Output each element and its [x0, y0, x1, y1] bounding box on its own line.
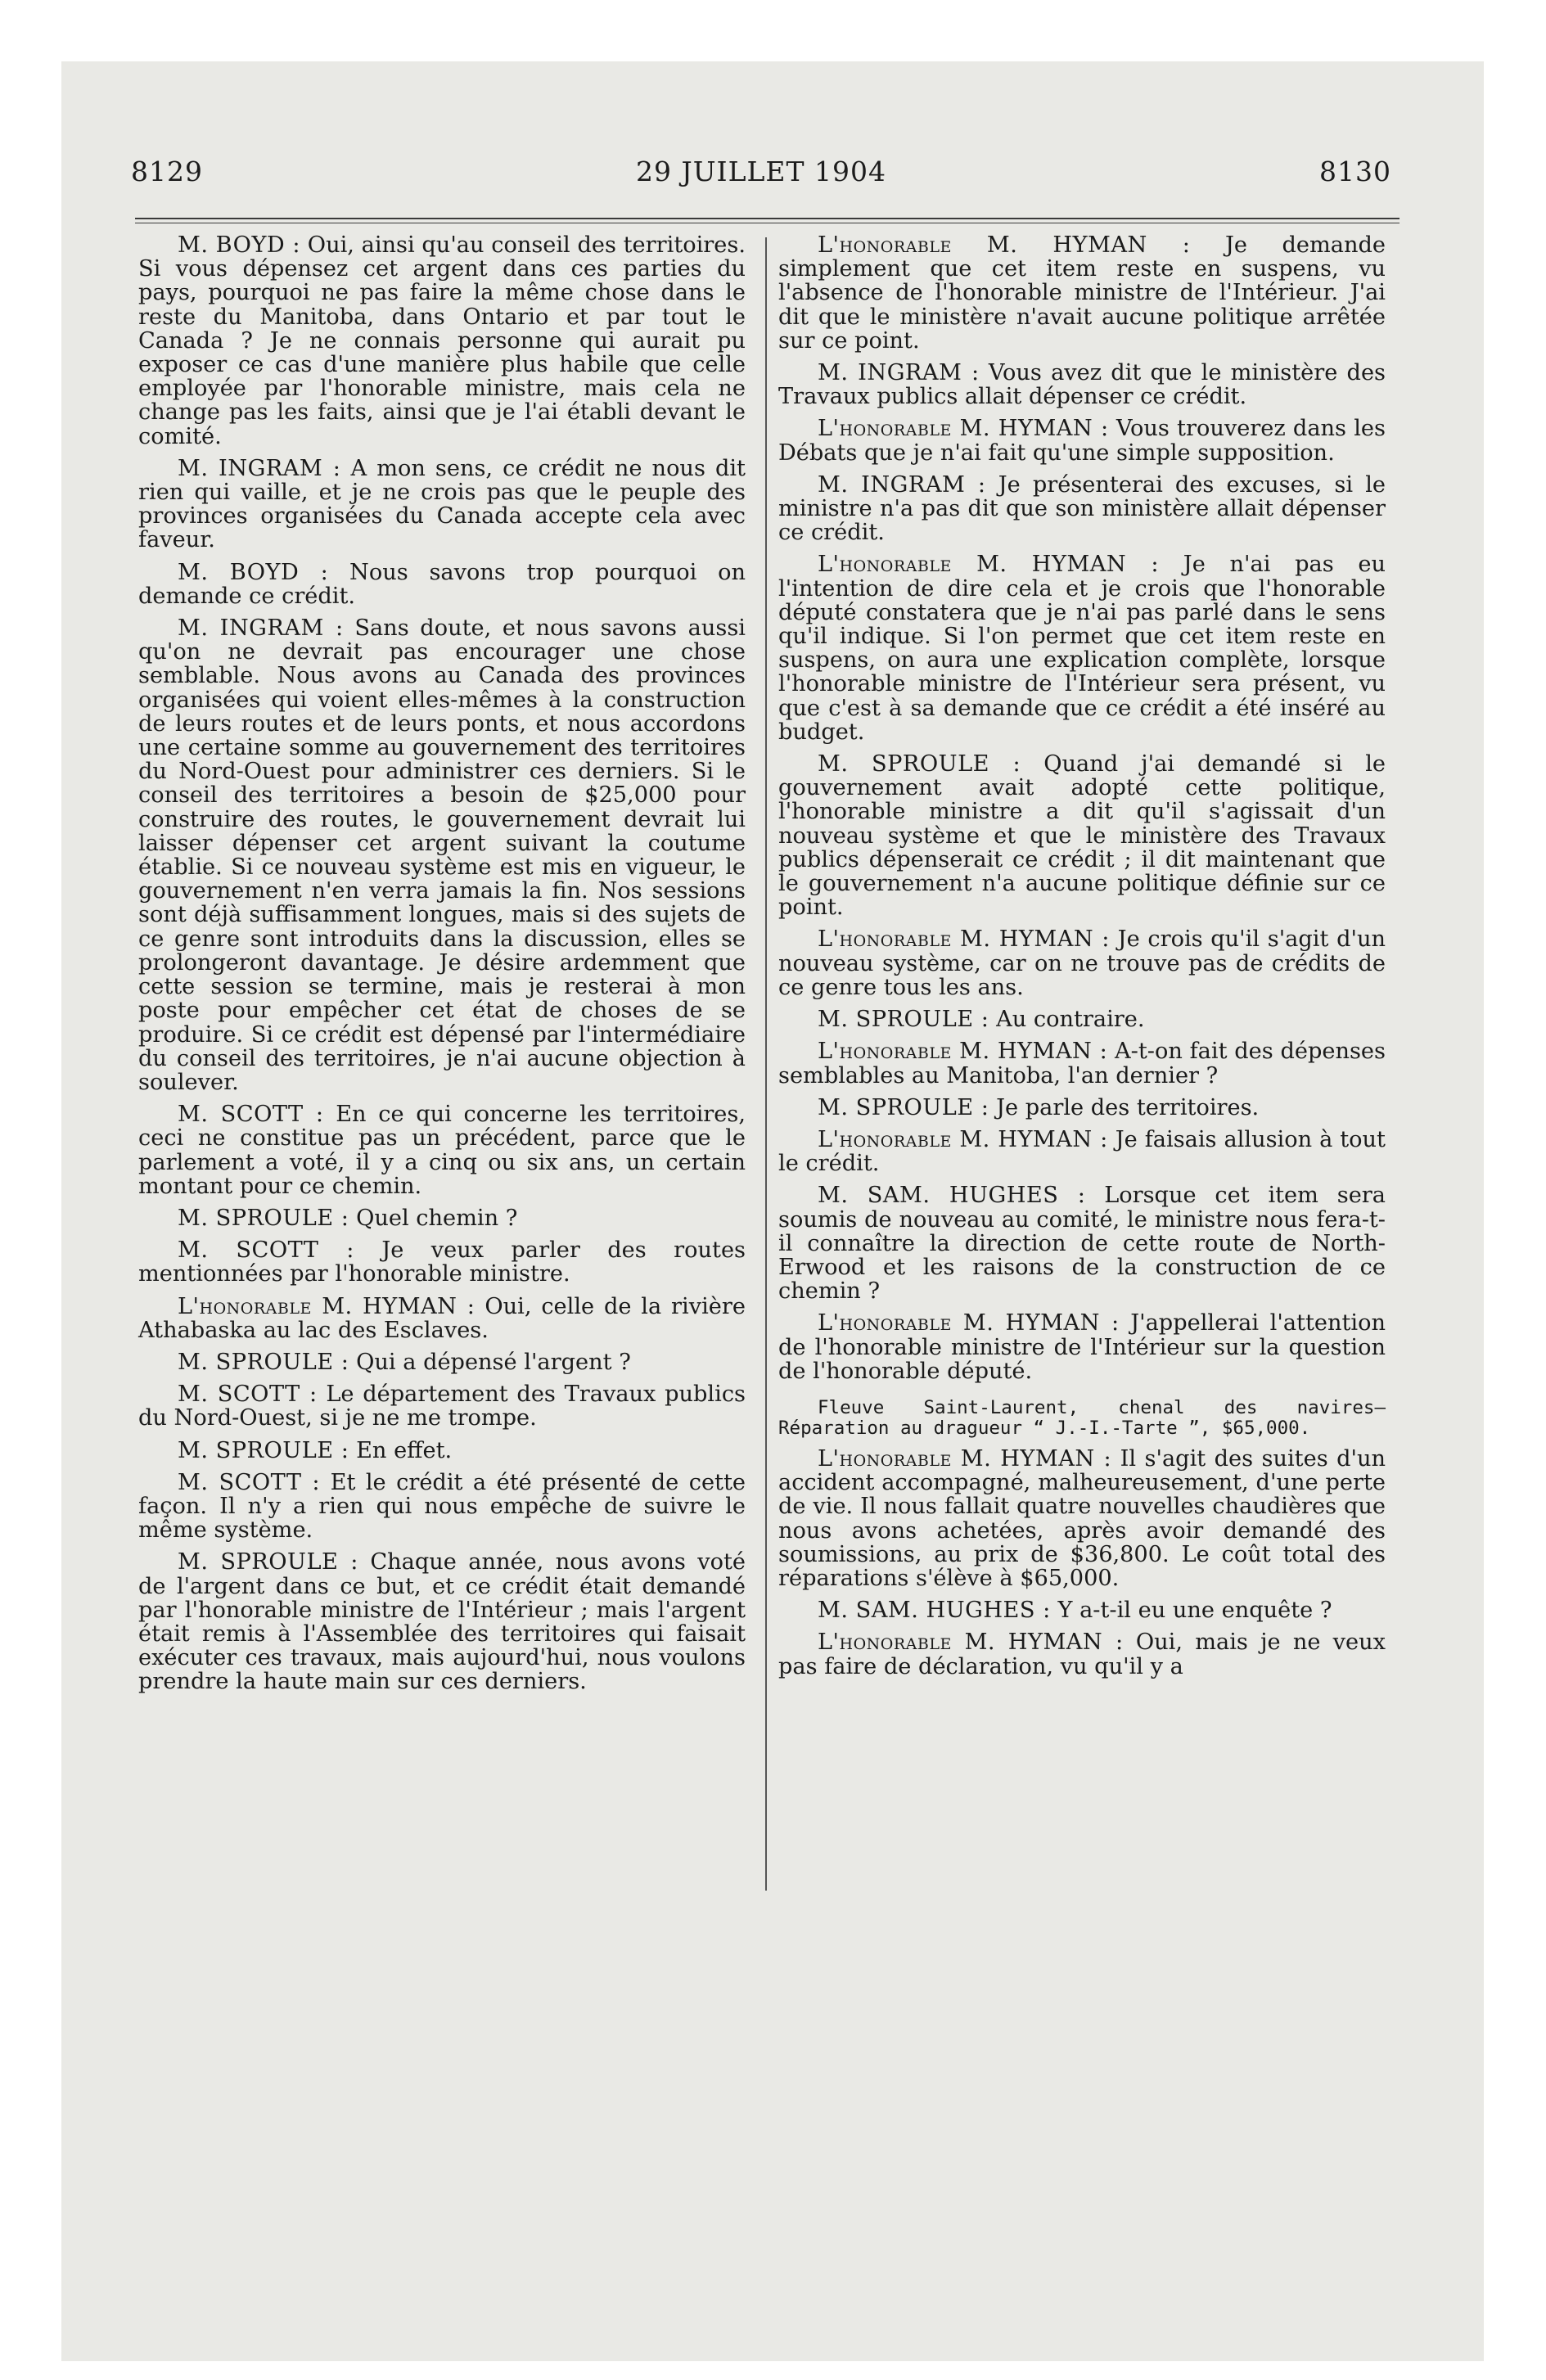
debate-paragraph [778, 1007, 1386, 1031]
debate-paragraph [778, 1598, 1386, 1622]
speaker-name: M. SPROULE : [818, 751, 1021, 778]
debate-paragraph [778, 752, 1386, 919]
speaker-name: M. SCOTT : [178, 1102, 324, 1128]
speaker-name: L'honorable M. HYMAN : [818, 1629, 1124, 1656]
debate-paragraph [778, 927, 1386, 999]
speech-text: Je crois qu'il s'agit d'un nouveau système, car on ne trouve pas de crédits de ce genre tous les ans. [778, 926, 1386, 1000]
debate-paragraph [138, 561, 746, 608]
debate-paragraph [778, 361, 1386, 408]
speech-text: Quand j'ai demandé si le gouvernement avait adopté cette politique, l'honorable ministre a dit qu'il s'agissait d'un nouveau système et que le ministère des Travaux publics dépenserait ce crédit ; il dit maintenant que le gouvernement n'a aucune politique définie sur ce point. [778, 751, 1386, 921]
speech-text: Vous trouverez dans les Débats que je n'ai fait qu'une simple supposition. [778, 416, 1386, 466]
header-rule-top [135, 218, 1400, 219]
debate-paragraph [138, 1350, 746, 1374]
speech-text: A mon sens, ce crédit ne nous dit rien qui vaille, et je ne crois pas que le peuple des provinces organisées du Canada accepte cela avec faveur. [138, 455, 746, 553]
speaker-name: L'honorable M. HYMAN : [178, 1293, 476, 1319]
speech-text: Je présenterai des excuses, si le ministre n'a pas dit que son ministère allait dépenser ce crédit. [778, 471, 1386, 546]
speaker-name: L'honorable M. HYMAN : [818, 552, 1160, 578]
speech-text: Sans doute, et nous savons aussi qu'on ne devrait pas encourager une chose semblable. Nous avons au Canada des provinces organisées qui voient elles-mêmes à la construction de leurs routes et de leurs ponts, et nous accordons une certaine somme au gouvernement des territoires du Nord-Ouest pour administrer ces derniers. Si le conseil des territoires a besoin de $25,000 pour construire des routes, le gouvernement devrait lui laisser dépenser cet argent suivant la coutume établie. Si ce nouveau système est mis en vigueur, le gouvernement n'en verra jamais la fin. Nos sessions sont déjà suffisamment longues, mais si des sujets de ce genre sont introduits dans la discussion, elles se prolongeront davantage. Je désire ardemment que cette session se termine, mais je resterai à mon poste pour empêcher cet état de choses de se produire. Si ce crédit est dépensé par l'intermédiaire du conseil des territoires, je n'ai aucune objection à soulever. [138, 615, 746, 1095]
speech-text: Chaque année, nous avons voté de l'argent dans ce but, et ce crédit était demandé par l'honorable ministre de l'Intérieur ; mais l'argent était remis à l'Assemblée des territoires qui faisait exécuter ces travaux, mais aujourd'hui, nous voulons prendre la haute main sur ces derniers. [138, 1549, 746, 1695]
page-number-right: 8130 [1319, 156, 1391, 187]
debate-paragraph [138, 1102, 746, 1198]
page-number-left: 8129 [131, 156, 203, 187]
speaker-name: L'honorable M. HYMAN : [818, 1445, 1112, 1472]
debate-paragraph [138, 1206, 746, 1230]
speaker-name: M. SPROULE : [818, 1094, 989, 1120]
speaker-name: M. INGRAM : [178, 455, 341, 481]
left-column [138, 233, 746, 1702]
speaker-name: L'honorable M. HYMAN : [818, 1310, 1120, 1336]
speech-text: Oui, ainsi qu'au conseil des territoires. Si vous dépensez cet argent dans ces parties du pays, pourquoi ne pas faire la même chose dans le reste du Manitoba, dans Ontario et par tout le Canada ? Je ne connais personne qui aurait pu exposer ce cas d'une manière plus habile que celle employée par l'honorable ministre, mais cela ne change pas les faits, ainsi que je l'ai établi devant le comité. [138, 232, 746, 449]
speaker-name: M. SCOTT : [178, 1469, 321, 1495]
speech-text: Vous avez dit que le ministère des Travaux publics allait dépenser ce crédit. [778, 360, 1386, 410]
speaker-name: L'honorable M. HYMAN : [818, 1039, 1108, 1065]
speech-text: Je parle des territoires. [996, 1094, 1260, 1120]
speaker-name: M. SCOTT : [178, 1382, 318, 1408]
debate-paragraph [778, 1096, 1386, 1120]
speech-text: Quel chemin ? [356, 1205, 518, 1231]
right-column-debate-part-2 [778, 1447, 1386, 1679]
debate-paragraph [778, 233, 1386, 353]
speech-text: Je n'ai pas eu l'intention de dire cela et je crois que l'honorable député constatera que je n'ai pas parlé dans le sens qu'il indique. Si l'on permet que cet item reste en suspens, on aura une explication complète, lorsque l'honorable ministre de l'Intérieur sera présent, vu que c'est à sa demande que ce crédit a été inséré au budget. [778, 552, 1386, 745]
speaker-name: M. SAM. HUGHES : [818, 1598, 1051, 1624]
debate-paragraph [138, 1295, 746, 1342]
speaker-name: M. SPROULE : [178, 1349, 349, 1375]
speaker-name: M. SPROULE : [178, 1549, 358, 1575]
speaker-name: M. INGRAM : [818, 360, 980, 386]
speech-text: Il s'agit des suites d'un accident accompagné, malheureusement, d'une perte de vie. Il nous fallait quatre nouvelles chaudières que nous avons achetées, après avoir demandé des soumissions, au prix de $36,800. Le coût total des réparations s'élève à $65,000. [778, 1445, 1386, 1591]
speaker-name: M. SAM. HUGHES : [818, 1183, 1086, 1209]
speech-text: Je veux parler des routes mentionnées par l'honorable ministre. [138, 1237, 746, 1287]
debate-paragraph [138, 1382, 746, 1430]
page-date: 29 JUILLET 1904 [636, 156, 886, 187]
speaker-name: L'honorable M. HYMAN : [818, 416, 1109, 442]
speech-text: Je demande simplement que cet item reste en suspens, vu l'absence de l'honorable ministre de l'Intérieur. J'ai dit que le ministère n'avait aucune politique arrêtée sur ce point. [778, 232, 1386, 354]
speech-text: Y a-t-il eu une enquête ? [1057, 1598, 1332, 1624]
speaker-name: M. SPROULE : [178, 1437, 349, 1463]
debate-paragraph [778, 552, 1386, 744]
speaker-name: L'honorable M. HYMAN : [818, 1126, 1108, 1152]
debate-paragraph [778, 1447, 1386, 1590]
speaker-name: M. INGRAM : [818, 471, 986, 498]
speaker-name: L'honorable M. HYMAN : [818, 926, 1110, 953]
speaker-name: M. INGRAM : [178, 615, 344, 642]
speech-text: Je faisais allusion à tout le crédit. [778, 1126, 1386, 1177]
speech-text: Nous savons trop pourquoi on demande ce crédit. [138, 559, 746, 609]
speech-text: Qui a dépensé l'argent ? [356, 1349, 631, 1375]
speech-text: J'appellerai l'attention de l'honorable ministre de l'Intérieur sur la question de l'honorable député. [778, 1310, 1386, 1384]
debate-paragraph [778, 1039, 1386, 1087]
speech-text: Le département des Travaux publics du Nord-Ouest, si je ne me trompe. [138, 1382, 746, 1431]
speaker-name: M. SPROULE : [178, 1205, 349, 1231]
speech-text: A-t-on fait des dépenses semblables au Manitoba, l'an dernier ? [778, 1039, 1386, 1089]
speech-text: En ce qui concerne les territoires, ceci ne constitue pas un précédent, parce que le parlement a voté, il y a cinq ou six ans, un certain montant pour ce chemin. [138, 1102, 746, 1199]
column-divider [765, 237, 767, 1891]
speech-text: Lorsque cet item sera soumis de nouveau au comité, le ministre nous fera-t-il connaître la direction de cette route de North-Erwood et les raisons de la construction de ce chemin ? [778, 1183, 1386, 1305]
right-column [778, 233, 1386, 1687]
debate-paragraph [138, 1238, 746, 1286]
debate-paragraph [138, 1439, 746, 1463]
speaker-name: M. BOYD : [178, 559, 329, 585]
debate-paragraph [778, 1128, 1386, 1175]
speaker-name: M. SPROULE : [818, 1007, 989, 1033]
debate-paragraph [778, 1183, 1386, 1303]
speech-text: Et le crédit a été présenté de cette façon. Il n'y a rien qui nous empêche de suivre le même système. [138, 1469, 746, 1544]
debate-paragraph [138, 233, 746, 449]
debate-paragraph [138, 1550, 746, 1693]
speaker-name: M. BOYD : [178, 232, 301, 258]
speech-text: Oui, mais je ne veux pas faire de déclaration, vu qu'il y a [778, 1629, 1386, 1679]
speaker-name: L'honorable M. HYMAN : [818, 232, 1191, 258]
speech-text: Au contraire. [996, 1007, 1145, 1033]
debate-paragraph [778, 1311, 1386, 1383]
debate-paragraph [778, 473, 1386, 545]
speaker-name: M. SCOTT : [178, 1237, 354, 1264]
speech-text: En effet. [356, 1437, 453, 1463]
speech-text: Oui, celle de la rivière Athabaska au lac des Esclaves. [138, 1293, 746, 1343]
debate-paragraph [138, 616, 746, 1094]
right-column-debate-part-1 [778, 233, 1386, 1383]
item-subheading: Fleuve Saint-Laurent, chenal des navires— Réparation au dragueur “ J.-I.-Tarte ”, $65,000. [778, 1396, 1386, 1439]
debate-paragraph [778, 1630, 1386, 1678]
debate-paragraph [138, 1471, 746, 1543]
debate-paragraph [138, 457, 746, 552]
debate-paragraph [778, 417, 1386, 464]
